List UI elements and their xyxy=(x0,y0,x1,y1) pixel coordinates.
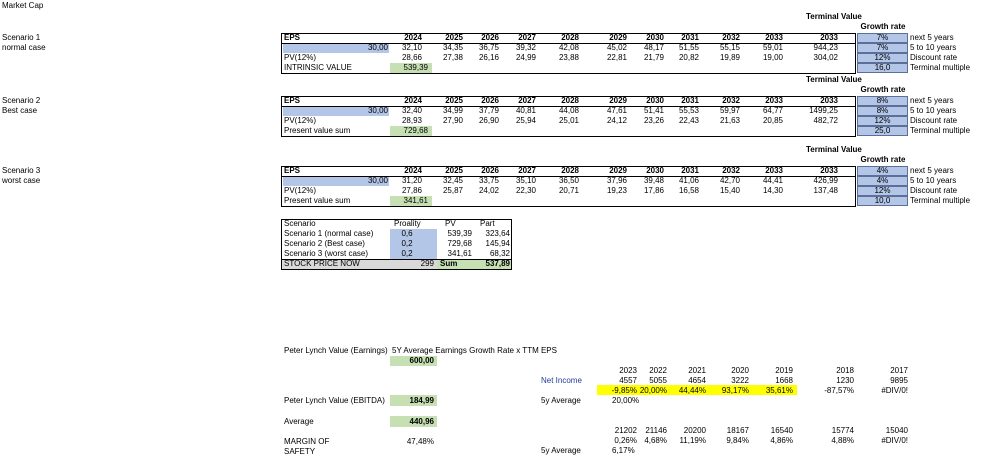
eps-value[interactable]: 37,79 xyxy=(478,106,499,115)
year-header[interactable]: 2030 xyxy=(646,96,664,105)
pv-value[interactable]: 20,71 xyxy=(558,186,579,195)
average-value[interactable]: 440,96 xyxy=(409,417,434,426)
rate-value[interactable]: 16,0 xyxy=(874,63,891,72)
eps-label[interactable]: EPS xyxy=(284,33,301,42)
eps-value[interactable]: 33,75 xyxy=(478,176,499,185)
pv-label[interactable]: PV(12%) xyxy=(284,186,317,195)
ni-value[interactable]: 5055 xyxy=(649,376,667,385)
ni-year[interactable]: 2017 xyxy=(890,366,908,375)
summary-header[interactable]: Proality xyxy=(394,219,421,228)
scenario-case[interactable]: normal case xyxy=(2,43,46,52)
pv-value[interactable]: 20,85 xyxy=(762,116,783,125)
pv-value[interactable]: 22,43 xyxy=(678,116,699,125)
sum-label[interactable]: Sum xyxy=(440,259,458,268)
ebitda-value[interactable]: 15774 xyxy=(831,426,854,435)
rate-value[interactable]: 7% xyxy=(876,33,889,42)
pv-value[interactable]: 19,89 xyxy=(719,53,740,62)
sum-label[interactable]: Present value sum xyxy=(284,196,351,205)
year-header[interactable]: 2026 xyxy=(481,33,499,42)
year-header[interactable]: 2031 xyxy=(681,96,699,105)
pv-value[interactable]: 25,87 xyxy=(442,186,463,195)
eps-value[interactable]: 35,10 xyxy=(515,176,536,185)
rate-value[interactable]: 10,0 xyxy=(874,196,891,205)
rate-label[interactable]: next 5 years xyxy=(910,96,954,105)
ni-growth[interactable]: 35,61% xyxy=(765,386,793,395)
eps-value[interactable]: 59,97 xyxy=(719,106,740,115)
pv-value[interactable]: 17,86 xyxy=(643,186,664,195)
terminal-pv[interactable]: 137,48 xyxy=(813,186,838,195)
eps-value[interactable]: 37,96 xyxy=(606,176,627,185)
pv-value[interactable]: 25,01 xyxy=(558,116,579,125)
pv-value[interactable]: 22,30 xyxy=(515,186,536,195)
eps-label[interactable]: EPS xyxy=(284,96,301,105)
ni-growth[interactable]: #DIV/0! xyxy=(881,386,908,395)
base-eps[interactable]: 30,00 xyxy=(367,106,388,115)
terminal-year[interactable]: 2033 xyxy=(820,166,838,175)
lynch-earnings-label[interactable]: Peter Lynch Value (Earnings) xyxy=(284,346,388,355)
rate-label[interactable]: 5 to 10 years xyxy=(910,43,957,52)
ni-value[interactable]: 9895 xyxy=(890,376,908,385)
summary-header[interactable]: Scenario xyxy=(284,219,316,228)
year-header[interactable]: 2027 xyxy=(518,33,536,42)
eps-value[interactable]: 41,06 xyxy=(678,176,699,185)
pv-value[interactable]: 24,12 xyxy=(606,116,627,125)
growth-rate-header[interactable]: Growth rate xyxy=(860,22,906,31)
pv-value[interactable]: 22,81 xyxy=(606,53,627,62)
rate-label[interactable]: 5 to 10 years xyxy=(910,106,957,115)
year-header[interactable]: 2028 xyxy=(561,96,579,105)
sum-value[interactable]: 341,61 xyxy=(403,196,428,205)
rate-value[interactable]: 12% xyxy=(874,53,891,62)
ebitda-growth[interactable]: #DIV/0! xyxy=(881,436,908,445)
eps-value[interactable]: 39,48 xyxy=(643,176,664,185)
ebitda-value[interactable]: 16540 xyxy=(770,426,793,435)
rate-label[interactable]: next 5 years xyxy=(910,33,954,42)
pv-value[interactable]: 27,38 xyxy=(442,53,463,62)
eps-value[interactable]: 31,20 xyxy=(401,176,422,185)
terminal-value-header[interactable]: Terminal Value xyxy=(806,75,862,84)
sum-value[interactable]: 537,89 xyxy=(485,259,510,268)
ebitda-growth[interactable]: 4,86% xyxy=(770,436,793,445)
eps-value[interactable]: 42,08 xyxy=(558,43,579,52)
eps-value[interactable]: 32,40 xyxy=(401,106,422,115)
pv-value[interactable]: 28,66 xyxy=(401,53,422,62)
summary-part[interactable]: 145,94 xyxy=(485,239,510,248)
lynch-ebitda-label[interactable]: Peter Lynch Value (EBITDA) xyxy=(284,396,385,405)
ebitda-growth[interactable]: 4,68% xyxy=(644,436,667,445)
year-header[interactable]: 2030 xyxy=(646,33,664,42)
terminal-eps[interactable]: 1499,25 xyxy=(809,106,838,115)
ebitda-growth[interactable]: 9,84% xyxy=(726,436,749,445)
year-header[interactable]: 2032 xyxy=(722,96,740,105)
pv-value[interactable]: 26,16 xyxy=(478,53,499,62)
scenario-name[interactable]: Scenario 1 xyxy=(2,33,41,42)
summary-probability[interactable]: 0,2 xyxy=(401,249,413,258)
rate-value[interactable]: 12% xyxy=(874,186,891,195)
eps-value[interactable]: 59,01 xyxy=(762,43,783,52)
summary-probability[interactable]: 0,2 xyxy=(401,239,413,248)
ebitda-value[interactable]: 20200 xyxy=(683,426,706,435)
terminal-year[interactable]: 2033 xyxy=(820,96,838,105)
scenario-case[interactable]: Best case xyxy=(2,106,38,115)
year-header[interactable]: 2033 xyxy=(765,166,783,175)
rate-label[interactable]: Terminal multiple xyxy=(910,126,971,135)
year-header[interactable]: 2031 xyxy=(681,33,699,42)
mos-label[interactable]: MARGIN OF xyxy=(284,437,330,446)
year-header[interactable]: 2029 xyxy=(609,96,627,105)
rate-label[interactable]: Discount rate xyxy=(910,53,958,62)
summary-part[interactable]: 323,64 xyxy=(485,229,510,238)
terminal-year[interactable]: 2033 xyxy=(820,33,838,42)
rate-label[interactable]: Discount rate xyxy=(910,116,958,125)
ni-growth[interactable]: 44,44% xyxy=(678,386,706,395)
avg-label[interactable]: 5y Average xyxy=(541,396,581,405)
eps-value[interactable]: 44,41 xyxy=(762,176,783,185)
pv-value[interactable]: 23,88 xyxy=(558,53,579,62)
eps-value[interactable]: 45,02 xyxy=(606,43,627,52)
summary-part[interactable]: 68,32 xyxy=(489,249,510,258)
pv-value[interactable]: 24,02 xyxy=(478,186,499,195)
ni-year[interactable]: 2023 xyxy=(619,366,637,375)
pv-value[interactable]: 19,00 xyxy=(762,53,783,62)
year-header[interactable]: 2029 xyxy=(609,33,627,42)
pv-value[interactable]: 27,86 xyxy=(401,186,422,195)
ni-year[interactable]: 2019 xyxy=(775,366,793,375)
summary-probability[interactable]: 0,6 xyxy=(401,229,413,238)
sum-value[interactable]: 729,68 xyxy=(403,126,428,135)
eps-label[interactable]: EPS xyxy=(284,166,301,175)
avg-value[interactable]: 20,00% xyxy=(612,396,640,405)
year-header[interactable]: 2033 xyxy=(765,96,783,105)
ni-growth[interactable]: 93,17% xyxy=(721,386,749,395)
rate-value[interactable]: 7% xyxy=(876,43,889,52)
rate-value[interactable]: 4% xyxy=(876,166,889,175)
pv-value[interactable]: 25,94 xyxy=(515,116,536,125)
market-cap-label[interactable]: Market Cap xyxy=(2,1,44,10)
lynch-earnings-desc[interactable]: 5Y Average Earnings Growth Rate x TTM EPS xyxy=(392,346,557,355)
eps-value[interactable]: 55,53 xyxy=(678,106,699,115)
ni-value[interactable]: 3222 xyxy=(731,376,749,385)
scenario-name[interactable]: Scenario 3 xyxy=(2,166,41,175)
pv-value[interactable]: 27,90 xyxy=(442,116,463,125)
summary-pv[interactable]: 539,39 xyxy=(447,229,472,238)
year-header[interactable]: 2025 xyxy=(445,166,463,175)
growth-rate-header[interactable]: Growth rate xyxy=(860,155,906,164)
stock-price-value[interactable]: 299 xyxy=(420,259,434,268)
eps-value[interactable]: 44,08 xyxy=(558,106,579,115)
year-header[interactable]: 2024 xyxy=(404,33,422,42)
eps-value[interactable]: 55,15 xyxy=(719,43,740,52)
year-header[interactable]: 2032 xyxy=(722,166,740,175)
ni-growth[interactable]: -9,85% xyxy=(611,386,637,395)
ni-year[interactable]: 2021 xyxy=(688,366,706,375)
year-header[interactable]: 2025 xyxy=(445,96,463,105)
ni-year[interactable]: 2020 xyxy=(731,366,749,375)
rate-label[interactable]: next 5 years xyxy=(910,166,954,175)
year-header[interactable]: 2032 xyxy=(722,33,740,42)
summary-header[interactable]: PV xyxy=(445,219,456,228)
base-eps[interactable]: 30,00 xyxy=(367,43,388,52)
rate-value[interactable]: 25,0 xyxy=(874,126,891,135)
eps-value[interactable]: 32,10 xyxy=(401,43,422,52)
eps-value[interactable]: 42,70 xyxy=(719,176,740,185)
pv-label[interactable]: PV(12%) xyxy=(284,53,317,62)
lynch-ebitda-value[interactable]: 184,99 xyxy=(409,396,434,405)
eps-value[interactable]: 34,99 xyxy=(442,106,463,115)
year-header[interactable]: 2027 xyxy=(518,96,536,105)
year-header[interactable]: 2028 xyxy=(561,33,579,42)
terminal-eps[interactable]: 944,23 xyxy=(813,43,838,52)
terminal-value-header[interactable]: Terminal Value xyxy=(806,145,862,154)
mos-label[interactable]: SAFETY xyxy=(284,447,316,456)
year-header[interactable]: 2027 xyxy=(518,166,536,175)
year-header[interactable]: 2031 xyxy=(681,166,699,175)
pv-value[interactable]: 23,26 xyxy=(643,116,664,125)
rate-value[interactable]: 4% xyxy=(876,176,889,185)
ni-year[interactable]: 2022 xyxy=(649,366,667,375)
eps-value[interactable]: 51,55 xyxy=(678,43,699,52)
terminal-pv[interactable]: 304,02 xyxy=(813,53,838,62)
eps-value[interactable]: 36,50 xyxy=(558,176,579,185)
lynch-earnings-value[interactable]: 600,00 xyxy=(409,356,434,365)
terminal-eps[interactable]: 426,99 xyxy=(813,176,838,185)
ebitda-value[interactable]: 21146 xyxy=(645,426,667,435)
net-income-label[interactable]: Net Income xyxy=(541,376,582,385)
ni-value[interactable]: 1668 xyxy=(775,376,793,385)
summary-pv[interactable]: 729,68 xyxy=(447,239,472,248)
rate-label[interactable]: 5 to 10 years xyxy=(910,176,957,185)
pv-value[interactable]: 26,90 xyxy=(478,116,499,125)
ebitda-growth[interactable]: 4,88% xyxy=(831,436,854,445)
eps-value[interactable]: 64,77 xyxy=(762,106,783,115)
terminal-pv[interactable]: 482,72 xyxy=(813,116,838,125)
eps-value[interactable]: 47,61 xyxy=(606,106,627,115)
base-eps[interactable]: 30,00 xyxy=(367,176,388,185)
scenario-case[interactable]: worst case xyxy=(2,176,41,185)
ebitda-value[interactable]: 18167 xyxy=(726,426,749,435)
year-header[interactable]: 2033 xyxy=(765,33,783,42)
sum-value[interactable]: 539,39 xyxy=(403,63,428,72)
ni-growth[interactable]: 20,00% xyxy=(639,386,667,395)
summary-scenario[interactable]: Scenario 3 (worst case) xyxy=(284,249,369,258)
summary-header[interactable]: Part xyxy=(480,219,495,228)
ni-value[interactable]: 4557 xyxy=(619,376,637,385)
eps-value[interactable]: 40,81 xyxy=(515,106,536,115)
rate-label[interactable]: Terminal multiple xyxy=(910,63,971,72)
summary-pv[interactable]: 341,61 xyxy=(447,249,472,258)
mos-value[interactable]: 47,48% xyxy=(406,437,434,446)
terminal-value-header[interactable]: Terminal Value xyxy=(806,12,862,21)
rate-value[interactable]: 8% xyxy=(876,106,889,115)
growth-rate-header[interactable]: Growth rate xyxy=(860,85,906,94)
rate-value[interactable]: 8% xyxy=(876,96,889,105)
pv-value[interactable]: 19,23 xyxy=(606,186,627,195)
ebitda-value[interactable]: 15040 xyxy=(885,426,908,435)
eps-value[interactable]: 32,45 xyxy=(442,176,463,185)
stock-price-label[interactable]: STOCK PRICE NOW xyxy=(284,259,360,268)
sum-label[interactable]: Present value sum xyxy=(284,126,351,135)
ni-growth[interactable]: -87,57% xyxy=(824,386,854,395)
eps-value[interactable]: 34,35 xyxy=(442,43,463,52)
eps-value[interactable]: 36,75 xyxy=(478,43,499,52)
ebitda-growth[interactable]: 11,19% xyxy=(679,436,706,445)
year-header[interactable]: 2025 xyxy=(445,33,463,42)
summary-scenario[interactable]: Scenario 2 (Best case) xyxy=(284,239,365,248)
year-header[interactable]: 2026 xyxy=(481,96,499,105)
ebitda-value[interactable]: 21202 xyxy=(614,426,637,435)
rate-value[interactable]: 12% xyxy=(874,116,891,125)
year-header[interactable]: 2029 xyxy=(609,166,627,175)
pv-value[interactable]: 28,93 xyxy=(401,116,422,125)
pv-value[interactable]: 24,99 xyxy=(515,53,536,62)
scenario-name[interactable]: Scenario 2 xyxy=(2,96,41,105)
year-header[interactable]: 2026 xyxy=(481,166,499,175)
summary-scenario[interactable]: Scenario 1 (normal case) xyxy=(284,229,374,238)
pv-value[interactable]: 14,30 xyxy=(762,186,783,195)
year-header[interactable]: 2030 xyxy=(646,166,664,175)
rate-label[interactable]: Discount rate xyxy=(910,186,958,195)
pv-value[interactable]: 15,40 xyxy=(719,186,740,195)
year-header[interactable]: 2028 xyxy=(561,166,579,175)
ni-year[interactable]: 2018 xyxy=(836,366,854,375)
eps-value[interactable]: 51,41 xyxy=(643,106,664,115)
rate-label[interactable]: Terminal multiple xyxy=(910,196,971,205)
pv-value[interactable]: 20,82 xyxy=(678,53,699,62)
year-header[interactable]: 2024 xyxy=(404,166,422,175)
sum-label[interactable]: INTRINSIC VALUE xyxy=(284,63,352,72)
pv-value[interactable]: 21,79 xyxy=(643,53,664,62)
pv-value[interactable]: 21,63 xyxy=(719,116,740,125)
average-label[interactable]: Average xyxy=(284,417,314,426)
ni-value[interactable]: 4654 xyxy=(688,376,706,385)
ni-value[interactable]: 1230 xyxy=(836,376,854,385)
ebitda-growth[interactable]: 0,26% xyxy=(614,436,637,445)
eps-value[interactable]: 39,32 xyxy=(515,43,536,52)
year-header[interactable]: 2024 xyxy=(404,96,422,105)
eps-value[interactable]: 48,17 xyxy=(643,43,664,52)
pv-label[interactable]: PV(12%) xyxy=(284,116,317,125)
avg-value[interactable]: 6,17% xyxy=(612,446,635,455)
pv-value[interactable]: 16,58 xyxy=(678,186,699,195)
avg-label[interactable]: 5y Average xyxy=(541,446,581,455)
